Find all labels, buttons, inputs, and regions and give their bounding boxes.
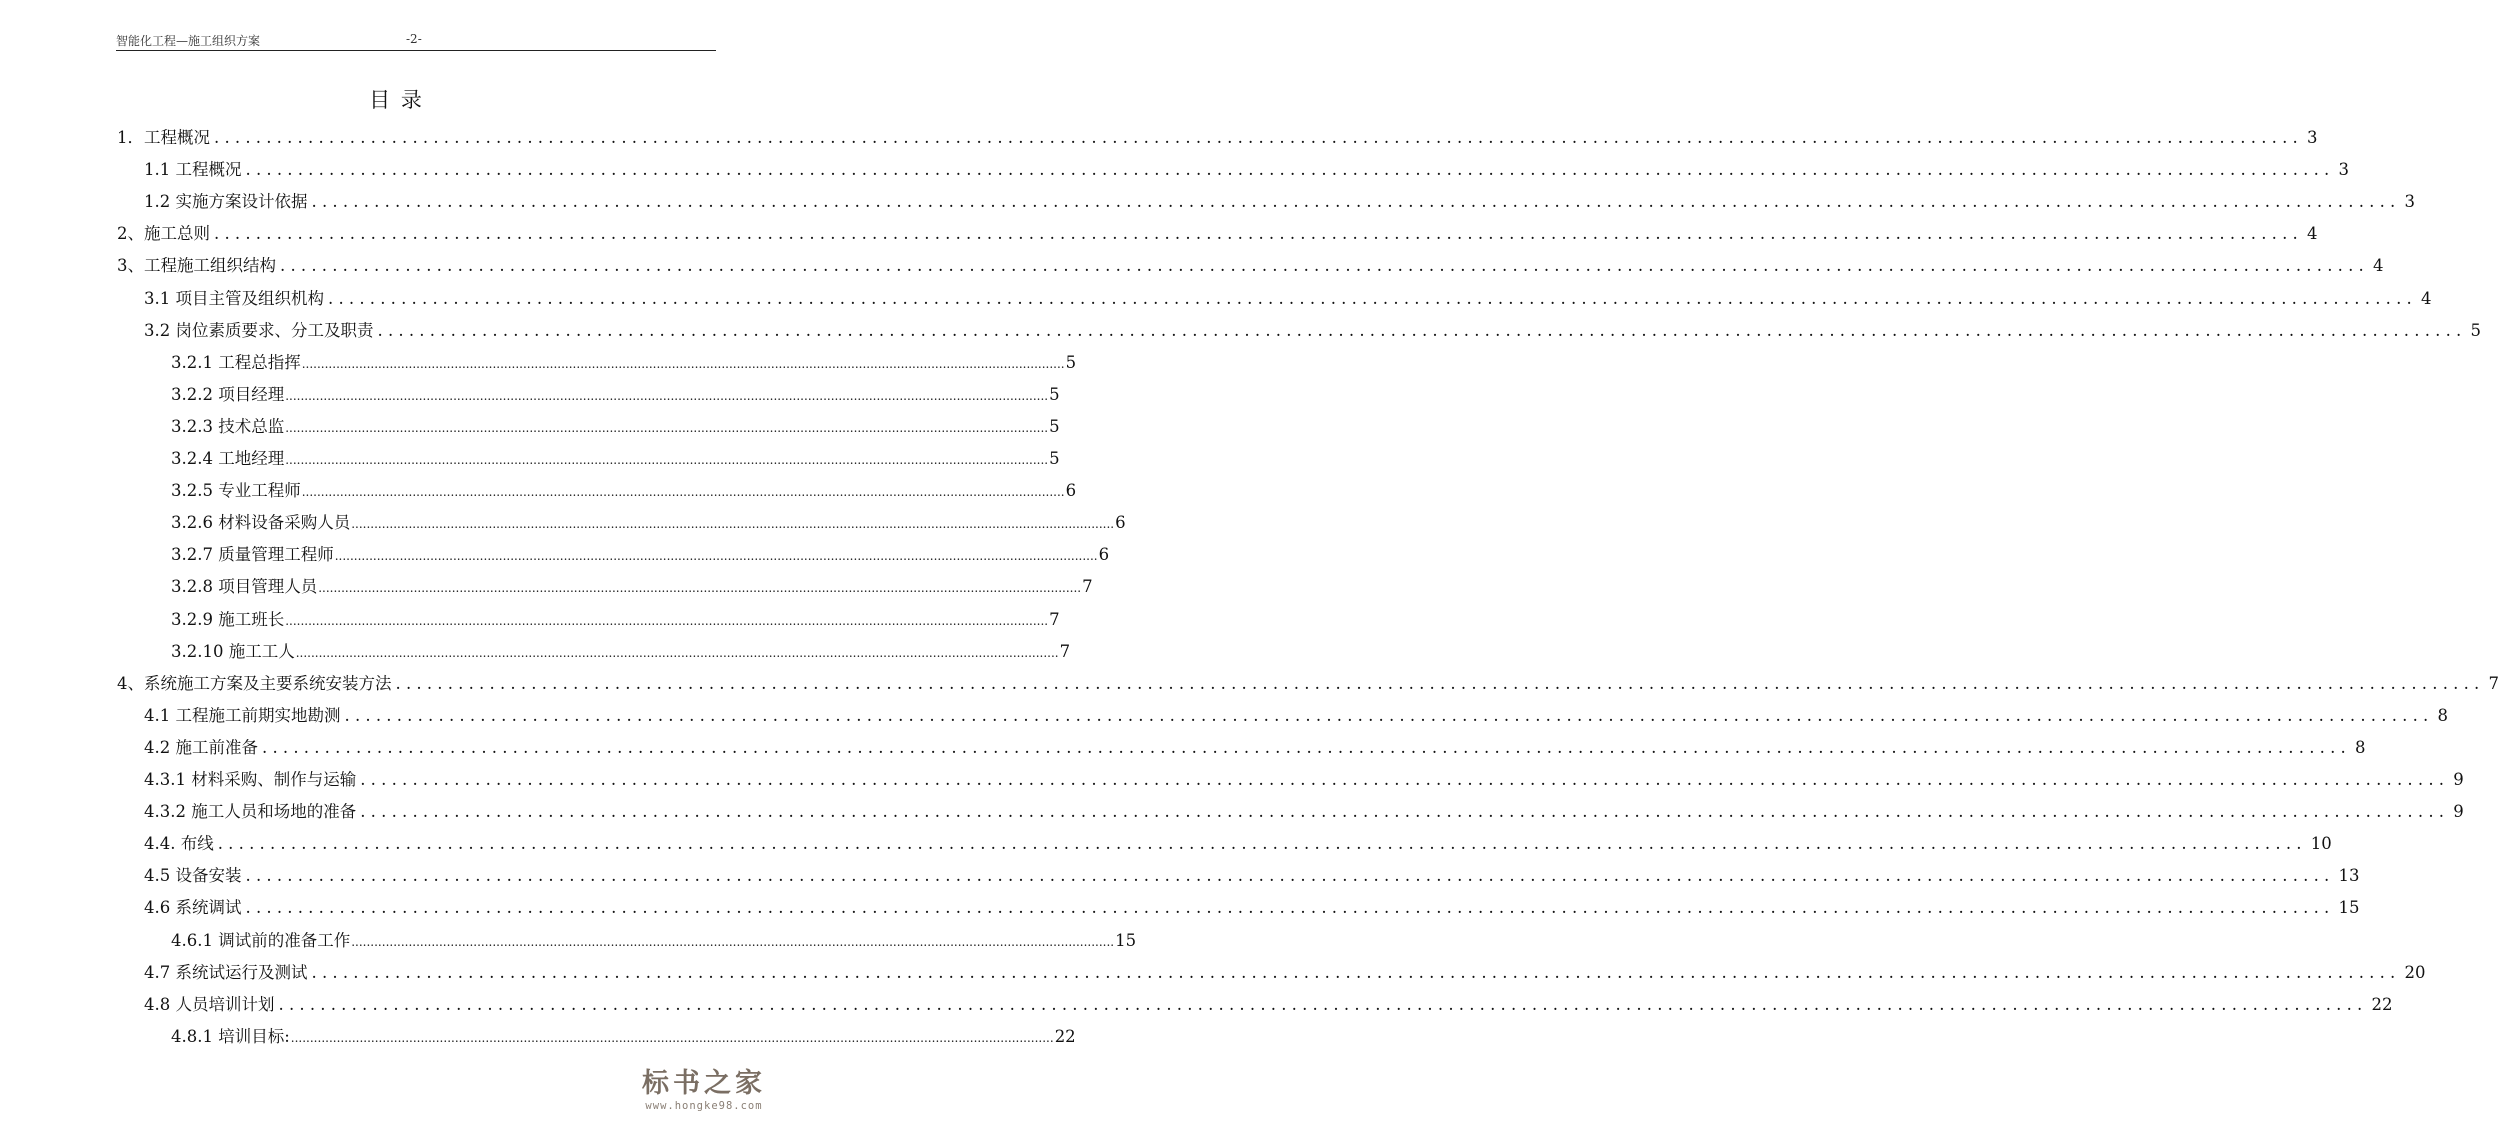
toc-entry-page: 4 xyxy=(2420,288,2432,308)
toc-entry[interactable] xyxy=(171,477,1077,501)
toc-entry[interactable] xyxy=(144,317,2481,341)
toc-entry[interactable] xyxy=(171,445,1060,469)
watermark-logo xyxy=(629,1061,779,1112)
toc-dot-leader: ........................................................................................................................................................................................................ xyxy=(295,645,1059,660)
toc-dot-leader: ........................................................................................................................................................................................................ xyxy=(301,485,1065,500)
toc-entry-title: 3.2.4 工地经理 xyxy=(171,449,285,468)
toc-entry[interactable] xyxy=(144,991,2393,1015)
toc-entry[interactable] xyxy=(171,413,1060,437)
toc-entry-title: 4.4. 布线 xyxy=(144,834,214,854)
toc-entry-title: 3.2.8 项目管理人员 xyxy=(171,577,318,597)
toc-entry-page: 5 xyxy=(1049,449,1060,468)
toc-entry[interactable] xyxy=(144,766,2464,790)
toc-dot-leader: ........................................................................................................................................................................................................ xyxy=(290,1030,1054,1045)
watermark-text: 标书之家 xyxy=(642,1068,766,1099)
toc-entry-title: 1.2 实施方案设计依据 xyxy=(144,192,308,212)
toc-entry-page: 9 xyxy=(2453,802,2464,822)
toc-dot-leader: ........................................................................................................................................................................................................ xyxy=(214,128,2303,147)
toc-entry-page: 7 xyxy=(2488,673,2499,693)
header-page-number: -2- xyxy=(406,32,422,46)
toc-entry-page: 7 xyxy=(1049,609,1060,629)
toc-entry-title: 4.7 系统试运行及测试 xyxy=(144,962,308,982)
toc-entry-title: 3.2.3 技术总监 xyxy=(171,416,285,436)
toc-entry-page: 9 xyxy=(2453,770,2464,789)
toc-entry-page: 5 xyxy=(1065,352,1077,372)
toc-entry-page: 3 xyxy=(2338,160,2349,180)
toc-entry-title: 4.1 工程施工前期实地勘测 xyxy=(144,705,341,725)
toc-entry-title: 3.2.2 项目经理 xyxy=(171,384,285,404)
toc-entry-title: 2、施工总则 xyxy=(117,224,210,244)
toc-entry-title: 3.2.9 施工班长 xyxy=(171,609,285,629)
toc-entry[interactable] xyxy=(171,573,1093,597)
toc-entry-page: 3 xyxy=(2404,192,2415,212)
toc-title: 目 录 xyxy=(369,88,424,112)
toc-entry-page: 15 xyxy=(1115,930,1137,950)
toc-entry[interactable] xyxy=(117,124,2318,148)
toc-entry-page: 6 xyxy=(1115,513,1126,533)
toc-dot-leader: ........................................................................................................................................................................................................ xyxy=(278,994,2368,1014)
toc-entry-page: 5 xyxy=(1049,416,1060,436)
toc-entry[interactable] xyxy=(117,670,2499,694)
toc-dot-leader: ........................................................................................................................................................................................................ xyxy=(311,962,2401,982)
toc-entry[interactable] xyxy=(144,862,2360,886)
toc-entry-title: 1．工程概况 xyxy=(117,128,210,147)
toc-entry-title: 4、系统施工方案及主要系统安装方法 xyxy=(117,673,392,693)
page-header xyxy=(116,24,716,51)
toc-entry[interactable] xyxy=(171,541,1110,565)
toc-entry-title: 4.3.2 施工人员和场地的准备 xyxy=(144,802,357,822)
toc-entry-page: 4 xyxy=(2372,256,2384,276)
toc-entry-title: 4.6.1 调试前的准备工作 xyxy=(171,930,351,950)
toc-dot-leader: ........................................................................................................................................................................................................ xyxy=(395,673,2485,693)
toc-entry-page: 13 xyxy=(2338,866,2360,886)
toc-dot-leader: ........................................................................................................................................................................................................ xyxy=(262,737,2351,757)
toc-dot-leader: ........................................................................................................................................................................................................ xyxy=(351,517,1115,532)
toc-entry[interactable] xyxy=(171,381,1060,405)
toc-entry[interactable] xyxy=(171,606,1060,630)
toc-entry[interactable] xyxy=(144,188,2415,212)
toc-entry-title: 4.8 人员培训计划 xyxy=(144,994,275,1014)
toc-entry[interactable] xyxy=(171,349,1077,373)
toc-dot-leader: ........................................................................................................................................................................................................ xyxy=(245,898,2335,918)
toc-dot-leader: ........................................................................................................................................................................................................ xyxy=(328,288,2417,308)
toc-entry[interactable] xyxy=(171,509,1126,533)
toc-entry[interactable] xyxy=(144,156,2349,180)
toc-entry-page: 22 xyxy=(1054,1026,1076,1046)
toc-entry-page: 7 xyxy=(1082,577,1093,597)
toc-entry-page: 10 xyxy=(2310,834,2332,854)
toc-entry-page: 8 xyxy=(2354,737,2366,757)
toc-entry-title: 3.2.10 施工工人 xyxy=(171,641,295,661)
toc-entry-page: 5 xyxy=(1049,384,1060,404)
toc-entry[interactable] xyxy=(171,638,1071,662)
toc-entry-page: 7 xyxy=(1059,641,1071,661)
toc-entry-title: 4.6 系统调试 xyxy=(144,898,242,918)
toc-entry-title: 4.8.1 培训目标: xyxy=(171,1026,290,1046)
toc-dot-leader: ........................................................................................................................................................................................................ xyxy=(245,160,2335,180)
toc-entry-title: 4.2 施工前准备 xyxy=(144,737,258,757)
toc-dot-leader: ........................................................................................................................................................................................................ xyxy=(334,549,1098,564)
toc-dot-leader: ........................................................................................................................................................................................................ xyxy=(301,356,1065,371)
toc-dot-leader: ........................................................................................................................................................................................................ xyxy=(377,320,2467,340)
toc-entry-page: 22 xyxy=(2371,994,2393,1014)
toc-entry[interactable] xyxy=(144,798,2464,822)
toc-dot-leader: ........................................................................................................................................................................................................ xyxy=(351,934,1115,949)
toc-dot-leader: ........................................................................................................................................................................................................ xyxy=(214,224,2303,244)
toc-dot-leader: ........................................................................................................................................................................................................ xyxy=(217,834,2307,854)
toc-dot-leader: ........................................................................................................................................................................................................ xyxy=(344,705,2434,725)
toc-entry-page: 5 xyxy=(2470,320,2481,340)
toc-entry-title: 4.3.1 材料采购、制作与运输 xyxy=(144,770,357,789)
toc-dot-leader: ........................................................................................................................................................................................................ xyxy=(285,453,1049,467)
toc-entry-title: 3.1 项目主管及组织机构 xyxy=(144,288,324,308)
toc-dot-leader: ........................................................................................................................................................................................................ xyxy=(311,192,2401,212)
header-document-title: 智能化工程—施工组织方案 xyxy=(116,34,261,48)
toc-entry-title: 3.2.6 材料设备采购人员 xyxy=(171,513,351,533)
toc-entry-page: 20 xyxy=(2404,962,2426,982)
toc-entry[interactable] xyxy=(144,702,2448,726)
toc-entry[interactable] xyxy=(144,285,2432,309)
toc-entry[interactable] xyxy=(144,959,2426,983)
toc-entry[interactable] xyxy=(144,830,2332,854)
toc-entry[interactable] xyxy=(144,894,2360,918)
toc-entry-page: 4 xyxy=(2306,224,2318,244)
toc-entry[interactable] xyxy=(171,1023,1076,1047)
toc-entry-title: 3.2.1 工程总指挥 xyxy=(171,352,301,372)
toc-entry[interactable] xyxy=(117,252,2384,276)
toc-dot-leader: ........................................................................................................................................................................................................ xyxy=(285,613,1049,628)
toc-entry-page: 8 xyxy=(2437,705,2448,725)
toc-dot-leader: ........................................................................................................................................................................................................ xyxy=(360,802,2450,822)
watermark-url: www.hongke98.com xyxy=(645,1100,763,1112)
toc-dot-leader: ........................................................................................................................................................................................................ xyxy=(285,388,1049,403)
toc-entry[interactable] xyxy=(117,220,2318,244)
toc-dot-leader: ........................................................................................................................................................................................................ xyxy=(245,866,2335,886)
toc-entry-page: 3 xyxy=(2306,128,2318,147)
toc-entry-page: 6 xyxy=(1098,545,1110,565)
toc-dot-leader: ........................................................................................................................................................................................................ xyxy=(360,770,2450,789)
toc-entry-title: 3、工程施工组织结构 xyxy=(117,256,276,276)
toc-entry[interactable] xyxy=(144,734,2366,758)
toc-entry-page: 15 xyxy=(2338,898,2360,918)
toc-dot-leader: ........................................................................................................................................................................................................ xyxy=(280,256,2369,276)
toc-entry-title: 3.2.5 专业工程师 xyxy=(171,481,301,501)
toc-entry-title: 4.5 设备安装 xyxy=(144,866,242,886)
toc-dot-leader: ........................................................................................................................................................................................................ xyxy=(318,581,1082,596)
toc-entry[interactable] xyxy=(171,927,1137,951)
toc-dot-leader: ........................................................................................................................................................................................................ xyxy=(285,420,1049,435)
toc-entry-title: 1.1 工程概况 xyxy=(144,160,242,180)
toc-entry-title: 3.2 岗位素质要求、分工及职责 xyxy=(144,320,374,340)
toc-entry-title: 3.2.7 质量管理工程师 xyxy=(171,545,334,565)
toc-entry-page: 6 xyxy=(1065,481,1077,501)
